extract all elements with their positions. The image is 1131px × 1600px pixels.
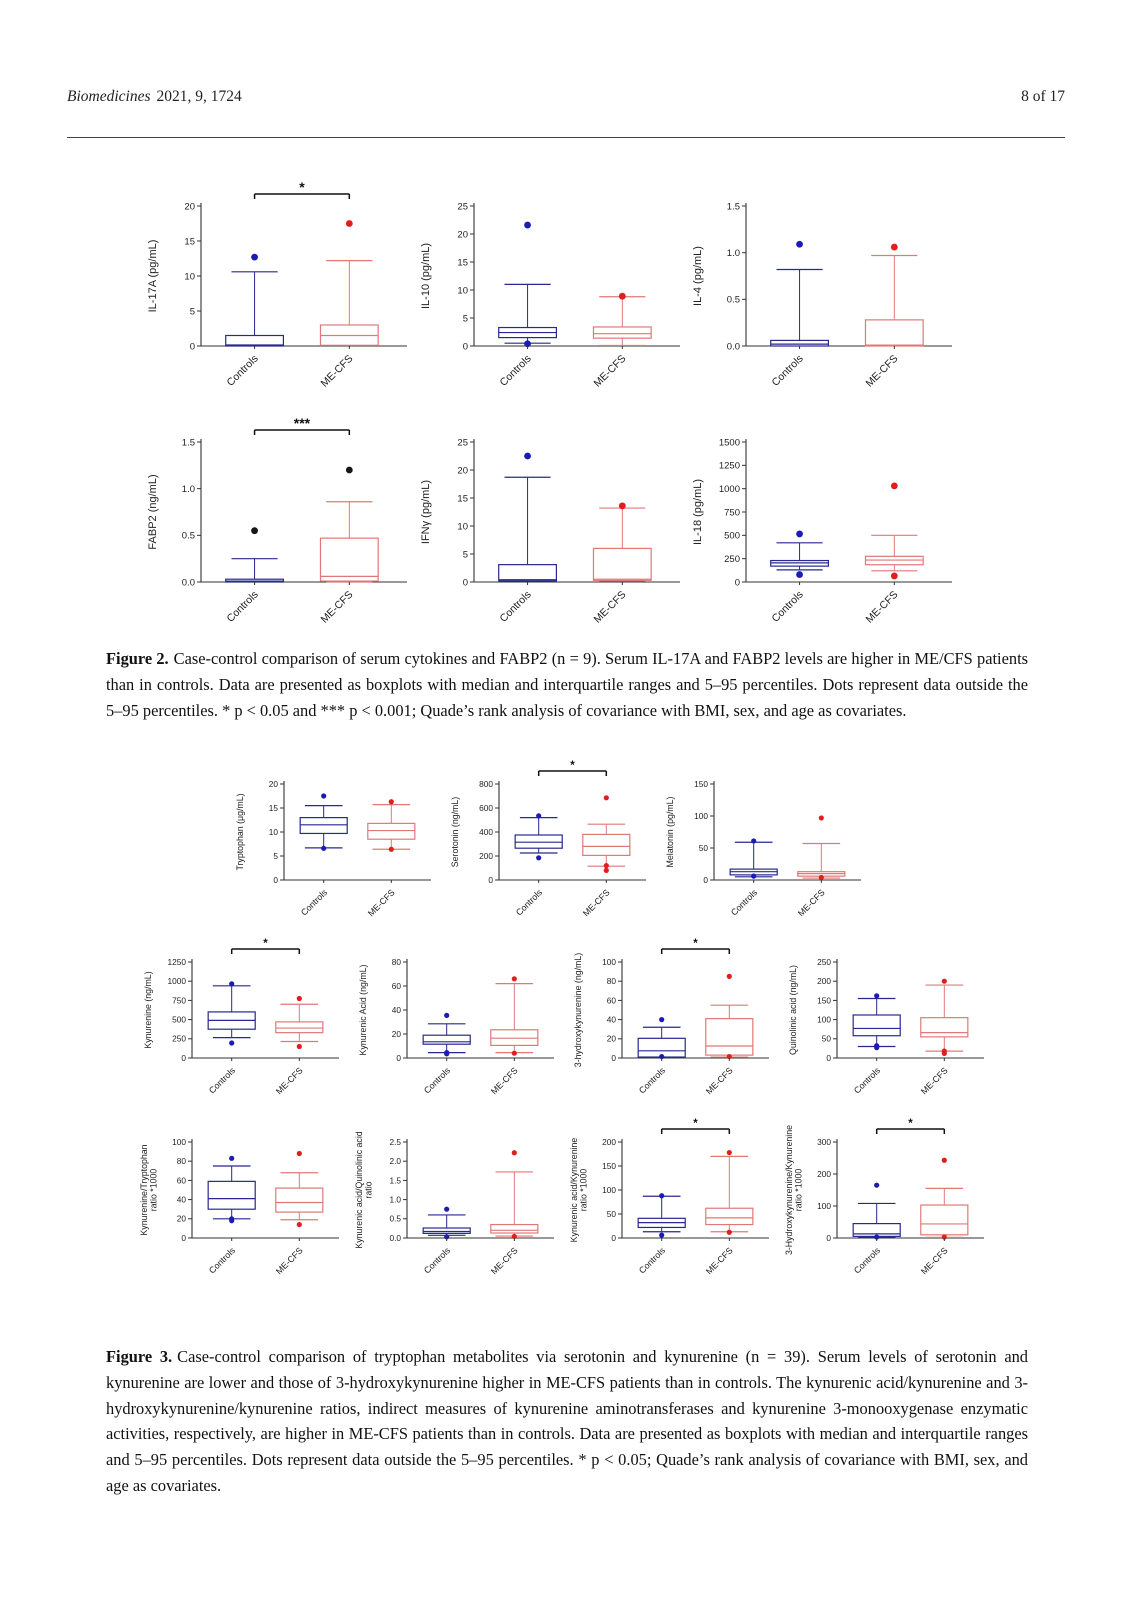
boxplot-svg	[447, 760, 662, 938]
svg-text:3-Hydroxykynurenine/Kynurenine: 3-Hydroxykynurenine/Kynurenine	[785, 1124, 794, 1256]
svg-text:Controls: Controls	[851, 1245, 883, 1276]
figure-2-caption	[106, 646, 1028, 723]
svg-text:ratio *1000: ratio *1000	[148, 1168, 159, 1212]
svg-text:0: 0	[611, 1052, 616, 1063]
svg-text:Kynurenine (ng/mL): Kynurenine (ng/mL)	[143, 971, 153, 1049]
svg-text:ME-CFS: ME-CFS	[365, 887, 397, 919]
svg-text:0: 0	[488, 874, 493, 885]
boxplot-il18	[688, 412, 978, 657]
svg-text:FABP2 (ng/mL): FABP2 (ng/mL)	[147, 474, 159, 550]
figure-3-label: Figure 3.	[106, 1347, 173, 1366]
svg-text:IL-18 (pg/mL): IL-18 (pg/mL)	[692, 478, 704, 546]
svg-text:20: 20	[268, 778, 278, 789]
svg-text:40: 40	[606, 1014, 616, 1025]
boxplot-svg	[143, 412, 433, 652]
figure-3-caption	[106, 1344, 1028, 1499]
svg-text:2.5: 2.5	[389, 1136, 401, 1147]
svg-text:15: 15	[457, 493, 468, 505]
svg-text:ME-CFS: ME-CFS	[318, 352, 356, 390]
svg-text:1500: 1500	[718, 437, 740, 449]
boxplot-svg	[416, 176, 706, 416]
figure-2-caption-text: Case-control comparison of serum cytokines and FABP2 (n = 9). Serum IL-17A and FABP2 levels are higher in ME/CFS patients than in controls. Data are presented as boxplots with median and interquartile ranges and 5–95 percentiles. Dots represent data outside the 5–95 percentiles. * p < 0.05 and *** p < 0.001; Quade’s rank analysis of covariance with BMI, sex, and age as covariates.	[106, 649, 1028, 720]
svg-text:250: 250	[817, 956, 831, 967]
boxplot-svg	[785, 1118, 1000, 1296]
svg-text:ME-CFS: ME-CFS	[703, 1065, 735, 1097]
svg-text:0: 0	[611, 1232, 616, 1243]
svg-text:200: 200	[817, 1168, 831, 1179]
svg-text:3-hydroxykynurenine (ng/mL): 3-hydroxykynurenine (ng/mL)	[573, 952, 583, 1068]
figure-3-caption-text: Case-control comparison of tryptophan metabolites via serotonin and kynurenine (n = 39). Serum levels of serotonin and kynurenine are lower and those of 3-hydroxykynurenine higher in ME-CFS patients than in controls. The kynurenic acid/kynurenine and 3-hydroxykynurenine/kynurenine ratios, indirect measures of kynurenine aminotransferases and kynurenine 3-monooxygenase enzymatic activities, respectively, are higher in ME-CFS patients than in controls. Data are presented as boxplots with median and interquartile ranges and 5–95 percentiles. Dots represent data outside the 5–95 percentiles. * p < 0.05; Quade’s rank analysis of covariance with BMI, sex, and age as covariates.	[106, 1347, 1028, 1495]
svg-text:60: 60	[391, 980, 401, 991]
svg-text:10: 10	[184, 271, 195, 283]
boxplot-il10	[416, 176, 706, 421]
svg-text:*: *	[693, 1118, 698, 1130]
svg-text:Controls: Controls	[769, 352, 806, 389]
svg-text:Controls: Controls	[421, 1065, 453, 1096]
svg-text:ratio *1000: ratio *1000	[578, 1168, 589, 1212]
svg-text:0.0: 0.0	[181, 577, 195, 589]
svg-text:ME-CFS: ME-CFS	[488, 1245, 520, 1277]
svg-text:Melatonin (pg/mL): Melatonin (pg/mL)	[665, 796, 675, 868]
svg-text:20: 20	[457, 229, 468, 241]
svg-text:0.5: 0.5	[726, 294, 740, 306]
boxplot-svg	[355, 1118, 570, 1296]
svg-text:40: 40	[176, 1194, 186, 1205]
boxplot-serotonin	[447, 760, 662, 943]
boxplot-il4	[688, 176, 978, 421]
svg-text:Controls: Controls	[206, 1065, 238, 1096]
svg-text:50: 50	[821, 1033, 831, 1044]
svg-text:100: 100	[817, 1014, 831, 1025]
svg-text:20: 20	[606, 1033, 616, 1044]
svg-text:200: 200	[602, 1136, 616, 1147]
svg-text:IL-4 (pg/mL): IL-4 (pg/mL)	[692, 246, 704, 306]
svg-text:ME-CFS: ME-CFS	[918, 1065, 950, 1097]
svg-text:500: 500	[172, 1014, 186, 1025]
svg-text:200: 200	[817, 976, 831, 987]
svg-text:ME-CFS: ME-CFS	[863, 352, 901, 390]
boxplot-hk-kyn-ratio	[785, 1118, 1000, 1301]
svg-text:*: *	[570, 760, 575, 772]
svg-text:1.5: 1.5	[389, 1175, 401, 1186]
svg-text:0: 0	[826, 1232, 831, 1243]
svg-text:Controls: Controls	[497, 352, 534, 389]
boxplot-svg	[688, 412, 978, 652]
journal-citation	[67, 88, 242, 106]
svg-text:80: 80	[606, 976, 616, 987]
journal-name: Biomedicines	[67, 88, 151, 105]
svg-text:15: 15	[457, 257, 468, 269]
svg-text:ratio *1000: ratio *1000	[793, 1168, 804, 1212]
svg-text:0.5: 0.5	[181, 530, 195, 542]
boxplot-quinolinic-acid	[785, 938, 1000, 1121]
boxplot-svg	[355, 938, 570, 1116]
figure-2-label: Figure 2.	[106, 649, 169, 668]
boxplot-ka-kyn-ratio	[570, 1118, 785, 1301]
svg-text:0: 0	[189, 341, 195, 353]
svg-text:50: 50	[606, 1208, 616, 1219]
svg-text:10: 10	[457, 285, 468, 297]
svg-text:0.5: 0.5	[389, 1213, 401, 1224]
svg-text:0: 0	[703, 874, 708, 885]
svg-text:***: ***	[293, 415, 311, 431]
svg-text:ratio: ratio	[363, 1181, 374, 1199]
svg-text:Controls: Controls	[728, 887, 760, 918]
svg-text:Kynurenic acid/Quinolinic acid: Kynurenic acid/Quinolinic acid	[355, 1131, 364, 1249]
svg-text:Controls: Controls	[298, 887, 330, 918]
svg-text:1250: 1250	[718, 460, 740, 472]
svg-text:0: 0	[734, 577, 740, 589]
svg-text:20: 20	[184, 201, 195, 213]
svg-text:1.0: 1.0	[181, 483, 195, 495]
svg-text:ME-CFS: ME-CFS	[863, 588, 901, 626]
boxplot-svg	[140, 938, 355, 1116]
svg-text:Serotonin (ng/mL): Serotonin (ng/mL)	[450, 796, 460, 868]
page-header	[67, 88, 1065, 106]
svg-text:40: 40	[391, 1004, 401, 1015]
svg-text:80: 80	[391, 956, 401, 967]
svg-text:0: 0	[462, 341, 468, 353]
svg-text:250: 250	[724, 553, 740, 565]
svg-text:Controls: Controls	[206, 1245, 238, 1276]
svg-text:Controls: Controls	[224, 352, 261, 389]
svg-text:300: 300	[817, 1136, 831, 1147]
boxplot-ifng	[416, 412, 706, 657]
boxplot-svg	[570, 1118, 785, 1296]
svg-text:100: 100	[817, 1200, 831, 1211]
svg-text:Quinolinic acid (ng/mL): Quinolinic acid (ng/mL)	[788, 965, 798, 1055]
svg-text:150: 150	[602, 1160, 616, 1171]
svg-text:ME-CFS: ME-CFS	[318, 588, 356, 626]
svg-text:20: 20	[457, 465, 468, 477]
boxplot-kynurenine	[140, 938, 355, 1121]
svg-text:150: 150	[817, 995, 831, 1006]
svg-text:0: 0	[826, 1052, 831, 1063]
header-rule	[67, 137, 1065, 138]
svg-text:1.0: 1.0	[389, 1194, 401, 1205]
svg-text:0.0: 0.0	[389, 1232, 401, 1243]
svg-text:150: 150	[694, 778, 708, 789]
boxplot-svg	[416, 412, 706, 652]
boxplot-svg	[688, 176, 978, 416]
svg-text:0.0: 0.0	[726, 341, 740, 353]
page-number: 8 of 17	[1021, 88, 1065, 105]
citation-text: 2021, 9, 1724	[156, 88, 242, 105]
svg-text:ME-CFS: ME-CFS	[488, 1065, 520, 1097]
svg-text:IFNγ (pg/mL): IFNγ (pg/mL)	[420, 479, 432, 545]
svg-text:ME-CFS: ME-CFS	[591, 352, 629, 390]
boxplot-svg	[662, 760, 877, 938]
boxplot-svg	[140, 1118, 355, 1296]
svg-text:400: 400	[479, 826, 493, 837]
svg-text:0: 0	[273, 874, 278, 885]
boxplot-ka-qa-ratio	[355, 1118, 570, 1301]
svg-text:1000: 1000	[167, 976, 186, 987]
svg-text:IL-10 (pg/mL): IL-10 (pg/mL)	[420, 242, 432, 310]
svg-text:80: 80	[176, 1156, 186, 1167]
svg-text:100: 100	[694, 810, 708, 821]
svg-text:20: 20	[176, 1213, 186, 1224]
boxplot-svg	[232, 760, 447, 938]
svg-text:*: *	[693, 938, 698, 950]
svg-text:200: 200	[479, 850, 493, 861]
boxplot-tryptophan	[232, 760, 447, 943]
boxplot-3-hydroxykynurenine	[570, 938, 785, 1121]
svg-text:ME-CFS: ME-CFS	[580, 887, 612, 919]
svg-text:0: 0	[181, 1052, 186, 1063]
svg-text:Controls: Controls	[513, 887, 545, 918]
svg-text:Tryptophan (μg/mL): Tryptophan (μg/mL)	[235, 793, 245, 871]
svg-text:Kynurenic Acid (ng/mL): Kynurenic Acid (ng/mL)	[358, 964, 368, 1056]
svg-text:500: 500	[724, 530, 740, 542]
svg-text:20: 20	[391, 1028, 401, 1039]
svg-text:Kynurenic acid/Kynurenine: Kynurenic acid/Kynurenine	[570, 1137, 579, 1243]
svg-text:2.0: 2.0	[389, 1156, 401, 1167]
svg-text:Controls: Controls	[851, 1065, 883, 1096]
svg-text:750: 750	[724, 507, 740, 519]
svg-text:Controls: Controls	[769, 588, 806, 625]
svg-text:Controls: Controls	[636, 1065, 668, 1096]
svg-text:*: *	[263, 938, 268, 950]
svg-text:600: 600	[479, 802, 493, 813]
svg-text:5: 5	[273, 850, 278, 861]
svg-text:5: 5	[462, 313, 468, 325]
svg-text:60: 60	[606, 995, 616, 1006]
boxplot-il17a	[143, 176, 433, 421]
svg-text:1.0: 1.0	[726, 247, 740, 259]
svg-text:0: 0	[396, 1052, 401, 1063]
svg-text:0: 0	[181, 1232, 186, 1243]
svg-text:ME-CFS: ME-CFS	[273, 1065, 305, 1097]
svg-text:1000: 1000	[718, 483, 740, 495]
svg-text:1.5: 1.5	[181, 437, 195, 449]
svg-text:Kynurenine/Tryptophan: Kynurenine/Tryptophan	[140, 1144, 149, 1236]
svg-text:15: 15	[184, 236, 195, 248]
svg-text:Controls: Controls	[497, 588, 534, 625]
boxplot-melatonin	[662, 760, 877, 943]
svg-text:ME-CFS: ME-CFS	[703, 1245, 735, 1277]
svg-text:100: 100	[172, 1136, 186, 1147]
svg-text:60: 60	[176, 1175, 186, 1186]
svg-text:50: 50	[698, 842, 708, 853]
svg-text:ME-CFS: ME-CFS	[795, 887, 827, 919]
boxplot-svg	[143, 176, 433, 416]
svg-text:ME-CFS: ME-CFS	[273, 1245, 305, 1277]
svg-text:25: 25	[457, 201, 468, 213]
boxplot-fabp2	[143, 412, 433, 657]
svg-text:5: 5	[462, 549, 468, 561]
svg-text:ME-CFS: ME-CFS	[918, 1245, 950, 1277]
svg-text:10: 10	[457, 521, 468, 533]
svg-text:100: 100	[602, 956, 616, 967]
svg-text:25: 25	[457, 437, 468, 449]
svg-text:1250: 1250	[167, 956, 186, 967]
svg-text:800: 800	[479, 778, 493, 789]
svg-text:*: *	[908, 1118, 913, 1130]
boxplot-svg	[570, 938, 785, 1116]
svg-text:15: 15	[268, 802, 278, 813]
svg-text:Controls: Controls	[224, 588, 261, 625]
svg-text:IL-17A (pg/mL): IL-17A (pg/mL)	[147, 239, 159, 313]
svg-text:1.5: 1.5	[726, 201, 740, 213]
svg-text:100: 100	[602, 1184, 616, 1195]
svg-text:ME-CFS: ME-CFS	[591, 588, 629, 626]
svg-text:0: 0	[462, 577, 468, 589]
boxplot-kynurenic-acid	[355, 938, 570, 1121]
svg-text:10: 10	[268, 826, 278, 837]
svg-text:*: *	[299, 179, 305, 195]
svg-text:5: 5	[189, 306, 195, 318]
boxplot-svg	[785, 938, 1000, 1116]
svg-text:750: 750	[172, 995, 186, 1006]
svg-text:250: 250	[172, 1033, 186, 1044]
svg-text:Controls: Controls	[421, 1245, 453, 1276]
svg-text:Controls: Controls	[636, 1245, 668, 1276]
boxplot-kyn-trp-ratio	[140, 1118, 355, 1301]
